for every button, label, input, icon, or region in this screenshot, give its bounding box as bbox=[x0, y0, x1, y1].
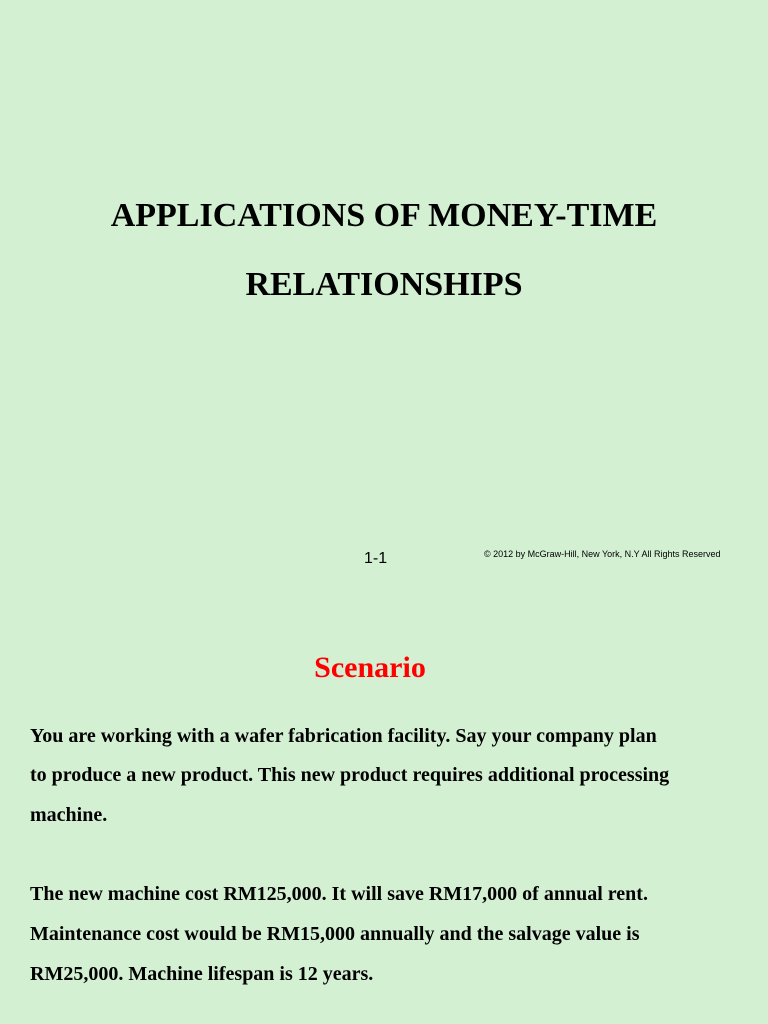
paragraph-line: You are working with a wafer fabrication facility. Say your company plan bbox=[30, 725, 657, 747]
paragraph-line: to produce a new product. This new product requires additional processing bbox=[30, 764, 670, 786]
paragraph-line: Maintenance cost would be RM15,000 annually and the salvage value is bbox=[30, 923, 640, 945]
slide-title-line-2: RELATIONSHIPS bbox=[245, 266, 523, 303]
slide-title-line-1: APPLICATIONS OF MONEY-TIME bbox=[110, 197, 658, 234]
slide-number: 1-1 bbox=[364, 550, 388, 567]
paragraph-line: RM25,000. Machine lifespan is 12 years. bbox=[30, 963, 374, 985]
copyright-notice: © 2012 by McGraw-Hill, New York, N.Y All Rights Reserved bbox=[484, 549, 721, 559]
paragraph-line: The new machine cost RM125,000. It will save RM17,000 of annual rent. bbox=[30, 883, 648, 905]
scenario-heading: Scenario bbox=[314, 651, 426, 684]
paragraph-line: machine. bbox=[30, 804, 108, 826]
